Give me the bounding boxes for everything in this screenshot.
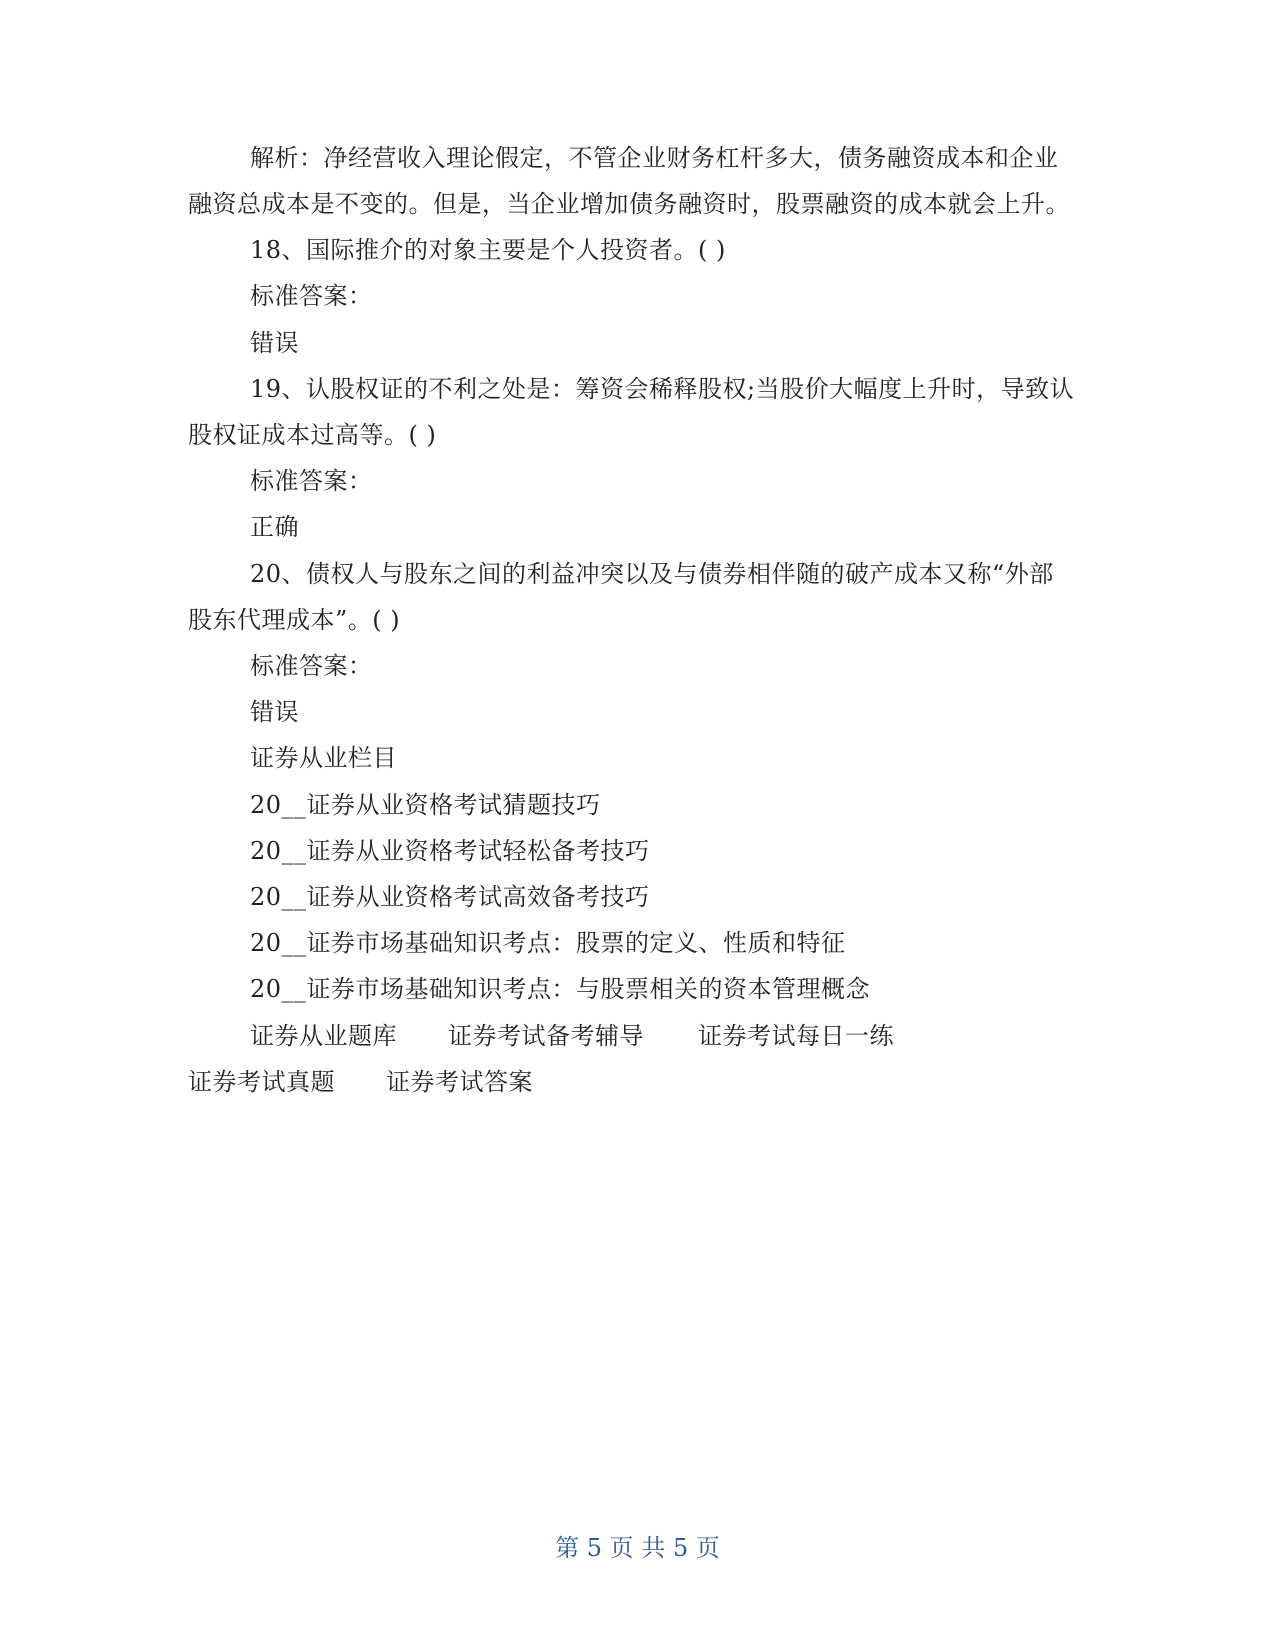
related-link-exam-answers[interactable]: 证券考试答案 bbox=[386, 1068, 533, 1096]
related-link-exam-coaching[interactable]: 证券考试备考辅导 bbox=[448, 1022, 644, 1050]
question-20-answer: 错误 bbox=[250, 698, 299, 726]
section-title: 证券从业栏目 bbox=[250, 744, 397, 772]
analysis-text-line-1: 解析：净经营收入理论假定，不管企业财务杠杆多大，债务融资成本和企业 bbox=[250, 144, 1059, 172]
article-link-1[interactable]: 20__证券从业资格考试猜题技巧 bbox=[250, 791, 601, 819]
page-number-footer: 第 5 页 共 5 页 bbox=[555, 1534, 720, 1562]
related-link-past-papers[interactable]: 证券考试真题 bbox=[188, 1068, 335, 1096]
question-20-line-2: 股东代理成本”。( ) bbox=[188, 606, 401, 634]
question-18-answer: 错误 bbox=[250, 329, 299, 357]
question-19-answer-label: 标准答案： bbox=[250, 467, 373, 495]
analysis-text-line-2: 融资总成本是不变的。但是，当企业增加债务融资时，股票融资的成本就会上升。 bbox=[188, 190, 1070, 218]
related-link-question-bank[interactable]: 证券从业题库 bbox=[250, 1022, 397, 1050]
question-20-answer-label: 标准答案： bbox=[250, 652, 373, 680]
related-link-daily-practice[interactable]: 证券考试每日一练 bbox=[698, 1022, 894, 1050]
article-link-2[interactable]: 20__证券从业资格考试轻松备考技巧 bbox=[250, 837, 650, 865]
article-link-4[interactable]: 20__证券市场基础知识考点：股票的定义、性质和特征 bbox=[250, 929, 846, 957]
question-19-answer: 正确 bbox=[250, 513, 299, 541]
question-19-line-1: 19、认股权证的不利之处是：筹资会稀释股权;当股价大幅度上升时，导致认 bbox=[250, 375, 1075, 403]
article-link-5[interactable]: 20__证券市场基础知识考点：与股票相关的资本管理概念 bbox=[250, 975, 871, 1003]
article-link-3[interactable]: 20__证券从业资格考试高效备考技巧 bbox=[250, 883, 650, 911]
question-18: 18、国际推介的对象主要是个人投资者。( ) bbox=[250, 236, 726, 264]
question-20-line-1: 20、债权人与股东之间的利益冲突以及与债券相伴随的破产成本又称“外部 bbox=[250, 560, 1054, 588]
question-19-line-2: 股权证成本过高等。( ) bbox=[188, 421, 437, 449]
question-18-answer-label: 标准答案： bbox=[250, 282, 373, 310]
